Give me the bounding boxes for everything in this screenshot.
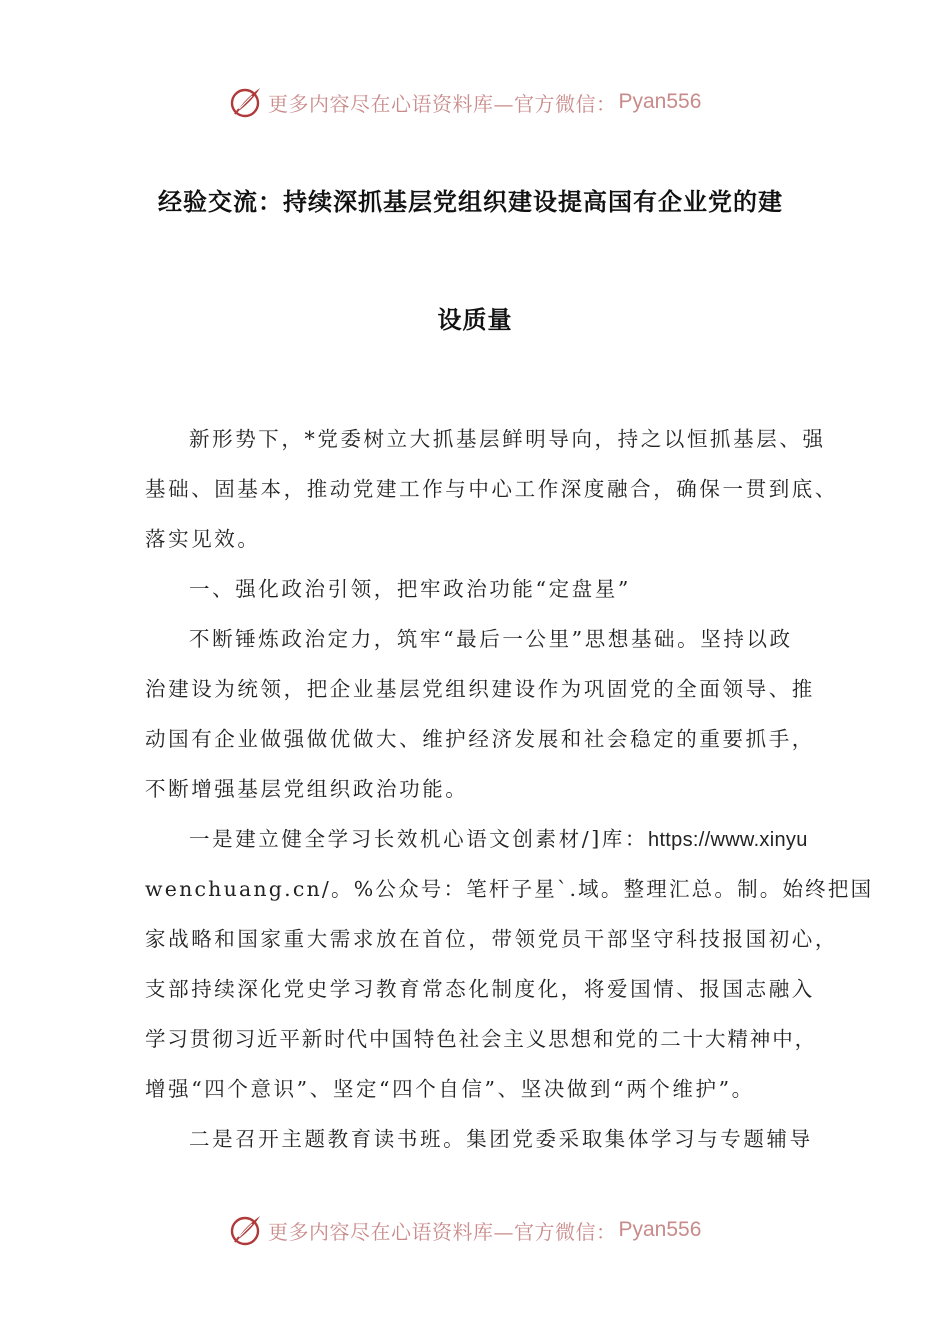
footer-watermark bbox=[0, 1210, 950, 1250]
text-line: 基础、固基本，推动党建工作与中心工作深度融合，确保一贯到底、 bbox=[145, 477, 838, 501]
text-line: 支部持续深化党史学习教育常态化制度化，将爱国情、报国志融入 bbox=[145, 977, 815, 1001]
text-line-with-url bbox=[145, 814, 815, 864]
document-title-line1: 经验交流：持续深抓基层党组织建设提高国有企业党的建 bbox=[158, 188, 783, 216]
watermark-text: 更多内容尽在心语资料库—官方微信： bbox=[268, 1219, 617, 1244]
text-line: 二是召开主题教育读书班。集团党委采取集体学习与专题辅导 bbox=[189, 1127, 813, 1151]
text-line: 治建设为统领，把企业基层党组织建设作为巩固党的全面领导、推 bbox=[145, 677, 815, 701]
text-line: 学习贯彻习近平新时代中国特色社会主义思想和党的二十大精神中， bbox=[145, 1027, 817, 1051]
text-line: wenchuang.cn/。%公众号：笔杆子星`.域。整理汇总。制。始终把国 bbox=[145, 877, 874, 901]
section-heading: 一、强化政治引领，把牢政治功能“定盘星” bbox=[189, 577, 631, 601]
text-line: 不断增强基层党组织政治功能。 bbox=[145, 777, 469, 801]
text-line: 动国有企业做强做优做大、维护经济发展和社会稳定的重要抓手， bbox=[145, 727, 815, 751]
watermark-handle: Pyan556 bbox=[618, 90, 702, 113]
text-line: 落实见效。 bbox=[145, 527, 261, 551]
text-line: 不断锤炼政治定力，筑牢“最后一公里”思想基础。坚持以政 bbox=[189, 627, 793, 651]
header-watermark bbox=[0, 82, 950, 122]
text-line: 增强“四个意识”、坚定“四个自信”、坚决做到“两个维护”。 bbox=[145, 1077, 755, 1101]
text-segment: 一是建立健全学习长效机心语文创素材/]库： bbox=[189, 827, 649, 851]
watermark-handle: Pyan556 bbox=[618, 1218, 702, 1241]
document-title-line2: 设质量 bbox=[437, 306, 513, 334]
document-body bbox=[145, 414, 874, 1164]
watermark-text: 更多内容尽在心语资料库—官方微信： bbox=[268, 91, 617, 116]
url-fragment: https://www.xinyu bbox=[648, 829, 808, 851]
quill-logo-icon bbox=[228, 1212, 264, 1248]
quill-logo-icon bbox=[228, 84, 264, 120]
text-line: 新形势下，*党委树立大抓基层鲜明导向，持之以恒抓基层、强 bbox=[189, 427, 826, 451]
text-line: 家战略和国家重大需求放在首位，带领党员干部坚守科技报国初心， bbox=[145, 927, 838, 951]
